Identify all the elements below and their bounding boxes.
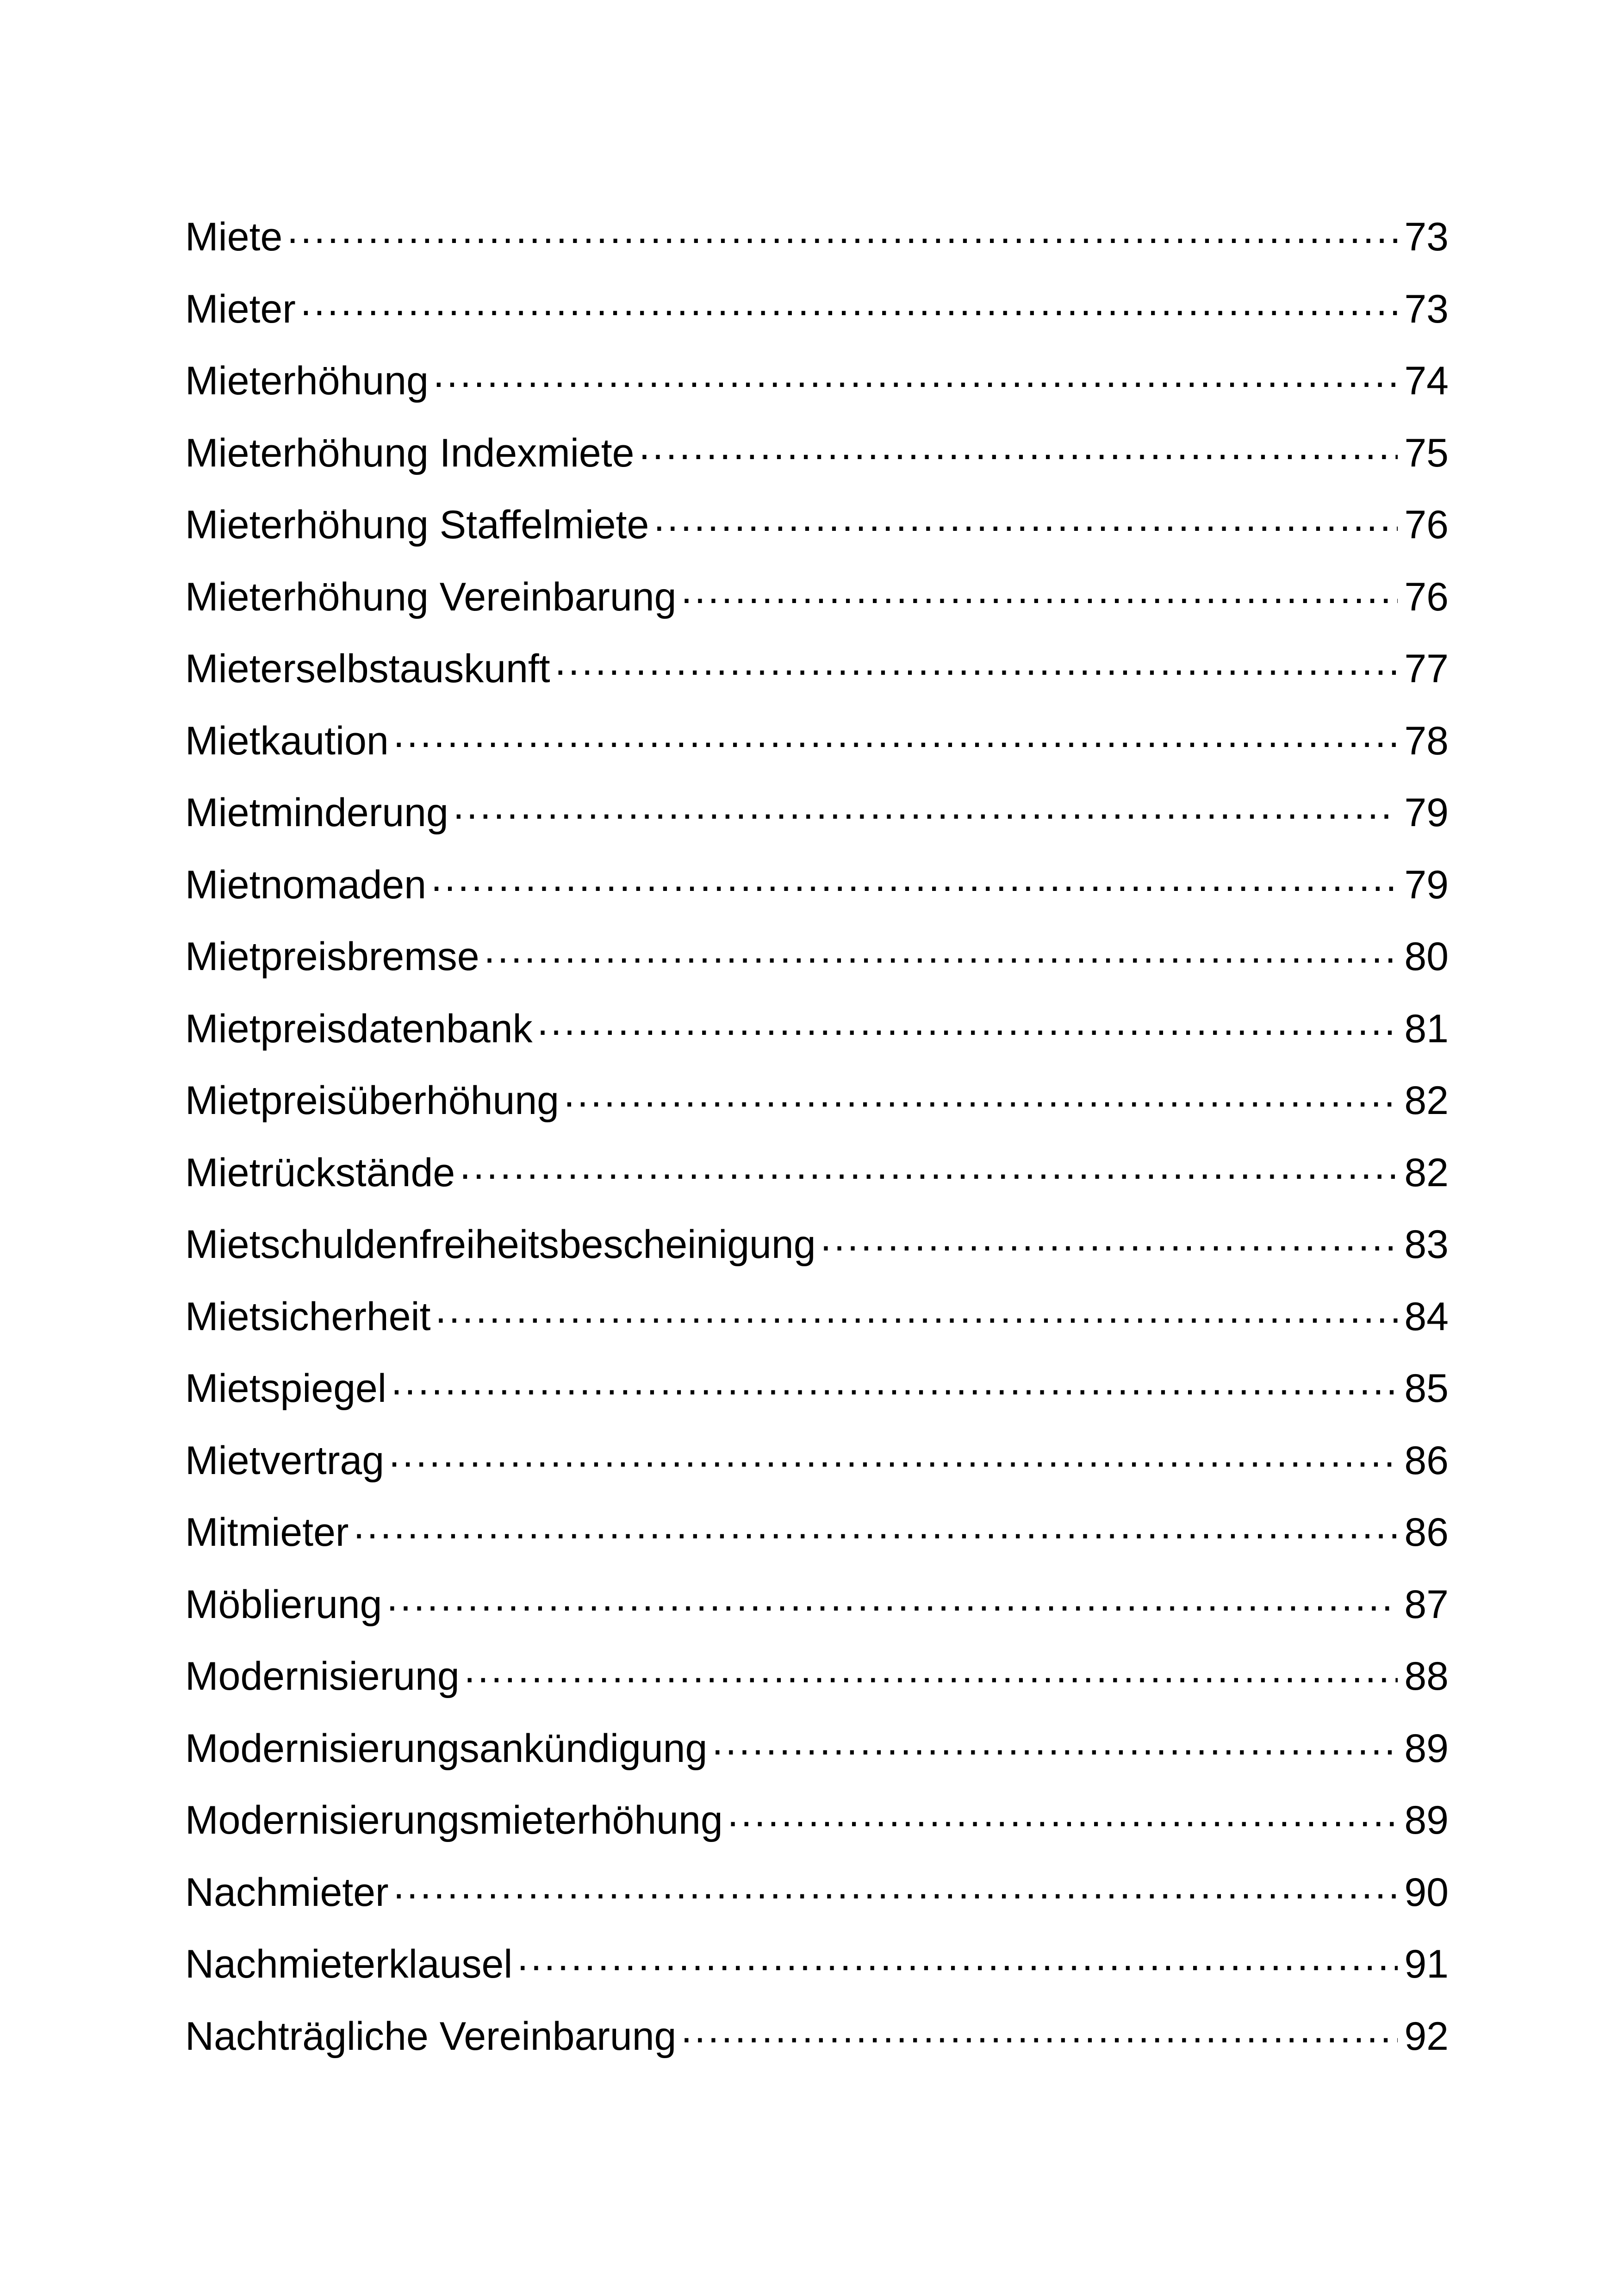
toc-entry-term: Nachmieter: [185, 1870, 389, 1915]
toc-entry[interactable]: [185, 715, 1449, 787]
toc-entry-page-number: 90: [1404, 1870, 1449, 1915]
toc-entry-page-number: 89: [1404, 1726, 1449, 1771]
toc-entry[interactable]: [185, 427, 1449, 499]
toc-entry-term: Mitmieter: [185, 1510, 349, 1555]
toc-entry[interactable]: [185, 1578, 1449, 1650]
dot-leader: [433, 355, 1398, 394]
dot-leader: [393, 1866, 1398, 1906]
toc-entry-term: Mietpreisdatenbank: [185, 1006, 533, 1051]
dot-leader: [728, 1794, 1398, 1834]
toc-entry-term: Mietvertrag: [185, 1438, 385, 1483]
toc-entry-term: Modernisierungsmieterhöhung: [185, 1798, 723, 1842]
toc-entry[interactable]: [185, 1722, 1449, 1794]
toc-entry[interactable]: [185, 1362, 1449, 1434]
toc-entry[interactable]: [185, 571, 1449, 643]
toc-entry[interactable]: [185, 498, 1449, 571]
toc-entry-page-number: 80: [1404, 934, 1449, 979]
toc-entry-page-number: 75: [1404, 430, 1449, 475]
toc-entry[interactable]: [185, 1434, 1449, 1506]
dot-leader: [464, 1650, 1398, 1690]
toc-entry-page-number: 76: [1404, 574, 1449, 619]
dot-leader: [639, 427, 1398, 467]
toc-entry[interactable]: [185, 2010, 1449, 2082]
toc-entry[interactable]: [185, 1938, 1449, 2010]
toc-entry-page-number: 77: [1404, 647, 1449, 691]
toc-entry-page-number: 92: [1404, 2014, 1449, 2059]
toc-entry-page-number: 84: [1404, 1294, 1449, 1339]
dot-leader: [681, 2010, 1398, 2050]
toc-entry-page-number: 91: [1404, 1942, 1449, 1986]
dot-leader: [391, 1362, 1398, 1402]
toc-entry-term: Modernisierung: [185, 1654, 460, 1699]
toc-entry-page-number: 81: [1404, 1006, 1449, 1051]
toc-entry[interactable]: [185, 1218, 1449, 1290]
toc-entry-term: Miete: [185, 215, 283, 259]
toc-entry[interactable]: [185, 859, 1449, 931]
toc-entry-term: Mieterhöhung Staffelmiete: [185, 503, 649, 547]
toc-entry-page-number: 83: [1404, 1222, 1449, 1267]
toc-entry[interactable]: [185, 930, 1449, 1002]
toc-entry-term: Mietnomaden: [185, 862, 427, 907]
toc-entry-term: Modernisierungsankündigung: [185, 1726, 708, 1771]
dot-leader: [436, 1290, 1398, 1330]
toc-entry-term: Mietkaution: [185, 718, 389, 763]
toc-entry[interactable]: [185, 355, 1449, 427]
dot-leader: [564, 1074, 1398, 1114]
toc-entry-term: Mietschuldenfreiheitsbescheinigung: [185, 1222, 816, 1267]
toc-entry-term: Nachträgliche Vereinbarung: [185, 2014, 677, 2059]
toc-entry-page-number: 82: [1404, 1150, 1449, 1195]
toc-entry-page-number: 86: [1404, 1510, 1449, 1555]
toc-entry[interactable]: [185, 1866, 1449, 1938]
toc-entry-page-number: 79: [1404, 790, 1449, 835]
toc-entry-page-number: 73: [1404, 215, 1449, 259]
toc-entry[interactable]: [185, 1074, 1449, 1146]
toc-entry[interactable]: [185, 1146, 1449, 1219]
dot-leader: [681, 571, 1398, 610]
dot-leader: [653, 498, 1398, 538]
toc-entry-term: Mietminderung: [185, 790, 448, 835]
dot-leader: [287, 211, 1398, 250]
toc-entry-term: Möblierung: [185, 1582, 382, 1627]
toc-entry[interactable]: [185, 642, 1449, 715]
dot-leader: [393, 715, 1398, 754]
toc-entry-term: Nachmieterklausel: [185, 1942, 513, 1986]
toc-entry[interactable]: [185, 1650, 1449, 1722]
toc-entry-page-number: 87: [1404, 1582, 1449, 1627]
dot-leader: [712, 1722, 1398, 1762]
toc-entry-term: Mietpreisüberhöhung: [185, 1078, 559, 1123]
dot-leader: [821, 1218, 1398, 1258]
toc-entry-page-number: 86: [1404, 1438, 1449, 1483]
dot-leader: [386, 1578, 1398, 1618]
dot-leader: [517, 1938, 1398, 1978]
toc-entry[interactable]: [185, 283, 1449, 355]
dot-leader: [354, 1506, 1398, 1546]
dot-leader: [460, 1146, 1398, 1186]
toc-entry-term: Mieterselbstauskunft: [185, 647, 550, 691]
toc-entry-page-number: 85: [1404, 1366, 1449, 1411]
toc-entry-page-number: 78: [1404, 718, 1449, 763]
toc-entry-page-number: 82: [1404, 1078, 1449, 1123]
toc-entry-term: Mietpreisbremse: [185, 934, 479, 979]
toc-entry-term: Mietspiegel: [185, 1366, 386, 1411]
toc-entry-term: Mieterhöhung: [185, 359, 429, 403]
toc-entry[interactable]: [185, 1002, 1449, 1075]
toc-entry-page-number: 88: [1404, 1654, 1449, 1699]
toc-entry[interactable]: [185, 786, 1449, 859]
toc-entry[interactable]: [185, 1794, 1449, 1866]
toc-entry-page-number: 79: [1404, 862, 1449, 907]
toc-entry-page-number: 74: [1404, 359, 1449, 403]
dot-leader: [484, 930, 1398, 970]
table-of-contents: [185, 211, 1449, 2082]
toc-entry[interactable]: [185, 1290, 1449, 1363]
dot-leader: [389, 1434, 1398, 1474]
toc-entry-page-number: 73: [1404, 286, 1449, 331]
dot-leader: [453, 786, 1398, 826]
toc-entry[interactable]: [185, 211, 1449, 283]
dot-leader: [555, 642, 1398, 682]
dot-leader: [300, 283, 1398, 323]
toc-entry-term: Mieterhöhung Vereinbarung: [185, 574, 677, 619]
toc-entry-page-number: 89: [1404, 1798, 1449, 1842]
dot-leader: [537, 1002, 1398, 1042]
toc-entry-term: Mieter: [185, 286, 296, 331]
toc-entry-term: Mieterhöhung Indexmiete: [185, 430, 635, 475]
toc-entry-page-number: 76: [1404, 503, 1449, 547]
toc-entry[interactable]: [185, 1506, 1449, 1578]
dot-leader: [431, 859, 1398, 898]
toc-entry-term: Mietsicherheit: [185, 1294, 431, 1339]
toc-entry-term: Mietrückstände: [185, 1150, 455, 1195]
